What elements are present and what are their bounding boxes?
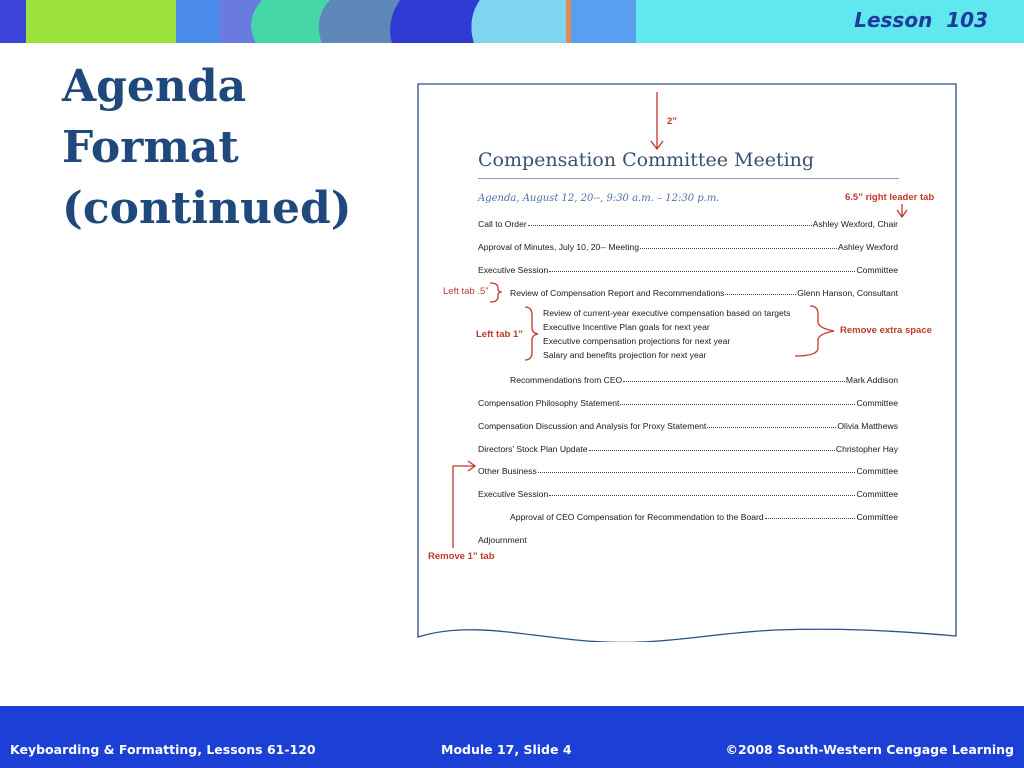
- slide-title-line: Format: [62, 122, 239, 173]
- document-title: Compensation Committee Meeting: [478, 149, 815, 171]
- banner-stripe: [472, 0, 566, 43]
- slide-title-line: Agenda: [62, 61, 247, 112]
- dot-leader: [589, 450, 835, 451]
- agenda-item: [478, 394, 898, 408]
- agenda-item-presenter: Mark Addison: [845, 375, 898, 385]
- agenda-item: [478, 462, 898, 476]
- banner-stripe: [390, 0, 480, 43]
- banner-stripe: [251, 0, 330, 43]
- banner-stripe: [319, 0, 400, 43]
- right-tab-callout: 6.5” right leader tab: [845, 192, 935, 203]
- dot-leader: [549, 271, 855, 272]
- footer-slide-number: Module 17, Slide 4: [441, 742, 572, 757]
- agenda-item-text: Executive Session: [478, 265, 549, 275]
- agenda-subitem: Executive compensation projections for next year: [543, 336, 731, 346]
- left-tab-one-callout: Left tab 1”: [476, 329, 523, 340]
- agenda-item-presenter: Glenn Hanson, Consultant: [797, 288, 898, 298]
- agenda-item-presenter: Committee: [856, 398, 898, 408]
- agenda-item-text: Compensation Philosophy Statement: [478, 398, 620, 408]
- agenda-item-text: Approval of Minutes, July 10, 20-- Meeting: [478, 242, 639, 252]
- footer-bar: [0, 706, 1024, 768]
- lesson-number: Lesson 103: [854, 8, 988, 32]
- left-tab-half-callout: Left tab .5”: [443, 286, 489, 297]
- slide-title: [62, 56, 392, 239]
- agenda-subitem: Executive Incentive Plan goals for next year: [543, 322, 710, 332]
- agenda-item-presenter: Committee: [856, 489, 898, 499]
- banner-stripe: [571, 0, 636, 43]
- banner-stripe: [26, 0, 176, 43]
- agenda-item-presenter: Ashley Wexford: [837, 242, 898, 252]
- agenda-item: [478, 531, 527, 545]
- top-margin-callout: 2”: [667, 116, 678, 127]
- slide-title-line: (continued): [62, 183, 352, 234]
- agenda-item-text: Review of Compensation Report and Recommendations: [510, 288, 725, 298]
- agenda-subitem: Salary and benefits projection for next year: [543, 350, 707, 360]
- agenda-item-text: Approval of CEO Compensation for Recommendation to the Board: [510, 512, 764, 522]
- dot-leader: [765, 518, 856, 519]
- dot-leader: [549, 495, 855, 496]
- agenda-item-presenter: Christopher Hay: [835, 444, 898, 454]
- agenda-item-text: Compensation Discussion and Analysis for Proxy Statement: [478, 421, 707, 431]
- agenda-item-presenter: Committee: [856, 265, 898, 275]
- remove-space-callout: Remove extra space: [840, 325, 932, 336]
- dot-leader: [623, 381, 845, 382]
- footer-copyright: ©2008 South-Western Cengage Learning: [725, 742, 1014, 757]
- agenda-item: [510, 371, 898, 385]
- dot-leader: [725, 294, 796, 295]
- dot-leader: [707, 427, 836, 428]
- agenda-item-presenter: Olivia Matthews: [837, 421, 898, 431]
- agenda-item-presenter: Committee: [856, 466, 898, 476]
- footer-course-title: Keyboarding & Formatting, Lessons 61-120: [10, 742, 316, 757]
- agenda-item: [478, 440, 898, 454]
- banner-stripe: [566, 0, 571, 43]
- top-banner: [0, 0, 1024, 43]
- banner-decoration: [0, 0, 640, 43]
- agenda-item-text: Call to Order: [478, 219, 527, 229]
- agenda-item: [510, 284, 898, 298]
- agenda-item: [478, 215, 898, 229]
- agenda-item-text: Other Business: [478, 466, 537, 476]
- remove-tab-callout: Remove 1” tab: [428, 551, 495, 562]
- dot-leader: [538, 472, 856, 473]
- agenda-item-text: Directors’ Stock Plan Update: [478, 444, 588, 454]
- agenda-item-presenter: Committee: [856, 512, 898, 522]
- agenda-item: [478, 238, 898, 252]
- agenda-item: [478, 417, 898, 431]
- agenda-item: [478, 261, 898, 275]
- title-rule: [478, 178, 899, 179]
- dot-leader: [528, 225, 812, 226]
- document-subtitle: Agenda, August 12, 20--, 9:30 a.m. – 12:30 p.m.: [478, 193, 720, 204]
- banner-stripe: [176, 0, 220, 43]
- agenda-item-text: Executive Session: [478, 489, 549, 499]
- agenda-item-text: Recommendations from CEO: [510, 375, 623, 385]
- agenda-item: [510, 508, 898, 522]
- agenda-subitem: Review of current-year executive compensation based on targets: [543, 308, 791, 318]
- agenda-item-text: Adjournment: [478, 535, 527, 545]
- dot-leader: [620, 404, 855, 405]
- dot-leader: [640, 248, 837, 249]
- agenda-item-presenter: Ashley Wexford, Chair: [812, 219, 898, 229]
- agenda-item: [478, 485, 898, 499]
- banner-stripe: [0, 0, 26, 43]
